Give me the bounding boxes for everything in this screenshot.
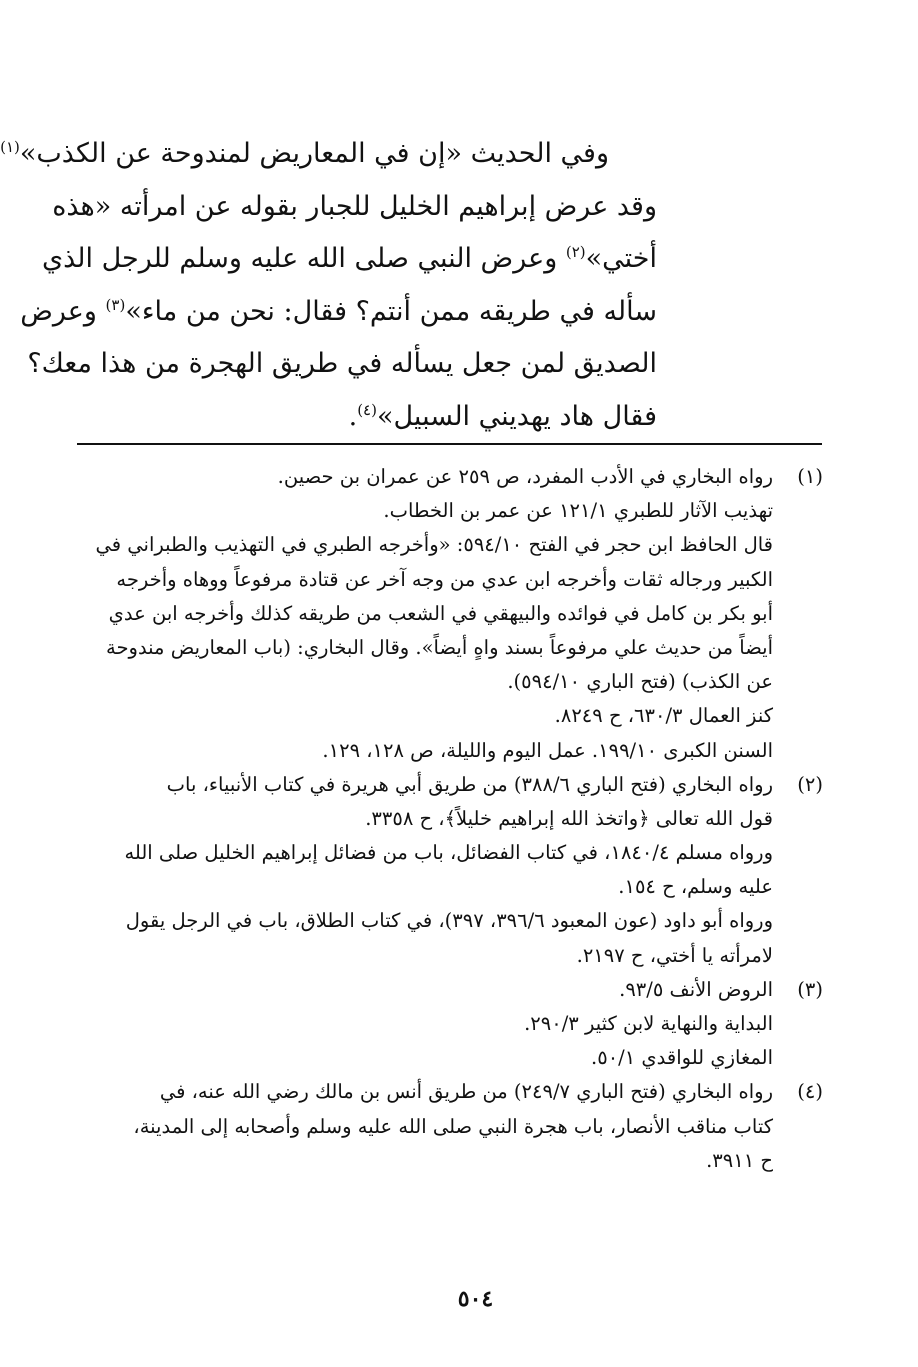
- footnote-line: عليه وسلم، ح ١٥٤.: [618, 875, 773, 899]
- main-text-line: وقد عرض إبراهيم الخليل للجبار بقوله عن امرأته «هذه: [52, 190, 657, 222]
- footnote-line: تهذيب الآثار للطبري ١٢١/١ عن عمر بن الخطاب.: [383, 499, 773, 523]
- main-text-line-content: أختي»: [585, 243, 657, 274]
- footnote-line: ورواه أبو داود (عون المعبود ٣٩٦/٦، ٣٩٧)، في كتاب الطلاق، باب في الرجل يقول: [125, 909, 773, 933]
- footnote-line: الكبير ورجاله ثقات وأخرجه ابن عدي من وجه آخر عن قتادة مرفوعاً ووهاه وأخرجه: [116, 567, 773, 591]
- footnote-3: [75, 973, 823, 1076]
- footnote-line: السنن الكبرى ١٩٩/١٠. عمل اليوم والليلة، ص ١٢٨، ١٢٩.: [322, 738, 773, 762]
- footnote-line: كتاب مناقب الأنصار، باب هجرة النبي صلى الله عليه وسلم وأصحابه إلى المدينة،: [133, 1114, 773, 1138]
- main-text-line: [20, 286, 657, 339]
- main-text-line-content: سأله في طريقه ممن أنتم؟ فقال: نحن من ماء»: [125, 295, 657, 327]
- footnotes-section: [75, 460, 823, 1178]
- main-text-line: [0, 128, 657, 181]
- footnote-marker[interactable]: (٣): [105, 295, 126, 314]
- footnote-line: كنز العمال ٦٣٠/٣، ح ٨٢٤٩.: [554, 704, 773, 728]
- footnote-2: [75, 768, 823, 973]
- footnote-1: [75, 460, 823, 768]
- footnote-line: أيضاً من حديث علي مرفوعاً بسند واهٍ أيضاً». وقال البخاري: (باب المعاريض مندوحة: [106, 635, 773, 659]
- footnote-marker[interactable]: (٤): [357, 400, 377, 419]
- main-text-line: [75, 391, 657, 444]
- footnote-line: رواه البخاري (فتح الباري ٣٨٨/٦) من طريق أبي هريرة في كتاب الأنبياء، باب: [166, 772, 773, 796]
- main-text-line-content: وفي الحديث «إن في المعاريض لمندوحة عن الكذب»: [19, 138, 609, 169]
- footnote-number: (٤): [797, 1080, 823, 1104]
- footnote-4: [75, 1075, 823, 1178]
- footnote-line: أبو بكر بن كامل في فوائده والبيهقي في الشعب من طريقه كذلك وأخرجه ابن عدي: [108, 601, 773, 625]
- footnote-line: الروض الأنف ٩٣/٥.: [619, 977, 773, 1001]
- footnote-line: قال الحافظ ابن حجر في الفتح ٥٩٤/١٠: «وأخرجه الطبري في التهذيب والطبراني في: [95, 533, 773, 557]
- footnote-marker[interactable]: (١): [0, 138, 20, 156]
- main-text-period: .: [348, 400, 358, 432]
- footnote-number: (٣): [797, 977, 823, 1001]
- footnote-line: المغازي للواقدي ٥٠/١.: [591, 1046, 773, 1070]
- main-text-body: [0, 128, 657, 443]
- footnote-line: عن الكذب) (فتح الباري ٥٩٤/١٠).: [507, 670, 773, 694]
- main-text-line: [41, 233, 657, 286]
- main-text-line-content: وعرض: [20, 295, 106, 327]
- footnote-number: (٢): [797, 772, 823, 796]
- footnote-separator: [77, 443, 822, 445]
- footnote-marker[interactable]: (٢): [565, 243, 586, 261]
- footnote-line: قول الله تعالى ﴿واتخذ الله إبراهيم خليلاً﴾، ح ٣٣٥٨.: [365, 806, 773, 830]
- footnote-line: ح ٣٩١١.: [706, 1148, 773, 1172]
- main-text-line-content: فقال هاد يهديني السبيل»: [376, 400, 657, 432]
- footnote-line: البداية والنهاية لابن كثير ٢٩٠/٣.: [524, 1012, 773, 1035]
- footnote-line: رواه البخاري (فتح الباري ٢٤٩/٧) من طريق أنس بن مالك رضي الله عنه، في: [159, 1080, 773, 1104]
- footnote-number: (١): [797, 465, 823, 488]
- footnote-line: ورواه مسلم ١٨٤٠/٤، في كتاب الفضائل، باب من فضائل إبراهيم الخليل صلى الله: [124, 841, 773, 865]
- footnote-line: لامرأته يا أختي، ح ٢١٩٧.: [576, 943, 773, 967]
- main-text-line-content: وعرض النبي صلى الله عليه وسلم للرجل الذي: [41, 243, 566, 274]
- footnote-line: رواه البخاري في الأدب المفرد، ص ٢٥٩ عن عمران بن حصين.: [277, 465, 773, 488]
- main-text-line: الصديق لمن جعل يسأله في طريق الهجرة من هذا معك؟: [27, 348, 657, 379]
- page-number: ٥٠٤: [457, 1286, 494, 1312]
